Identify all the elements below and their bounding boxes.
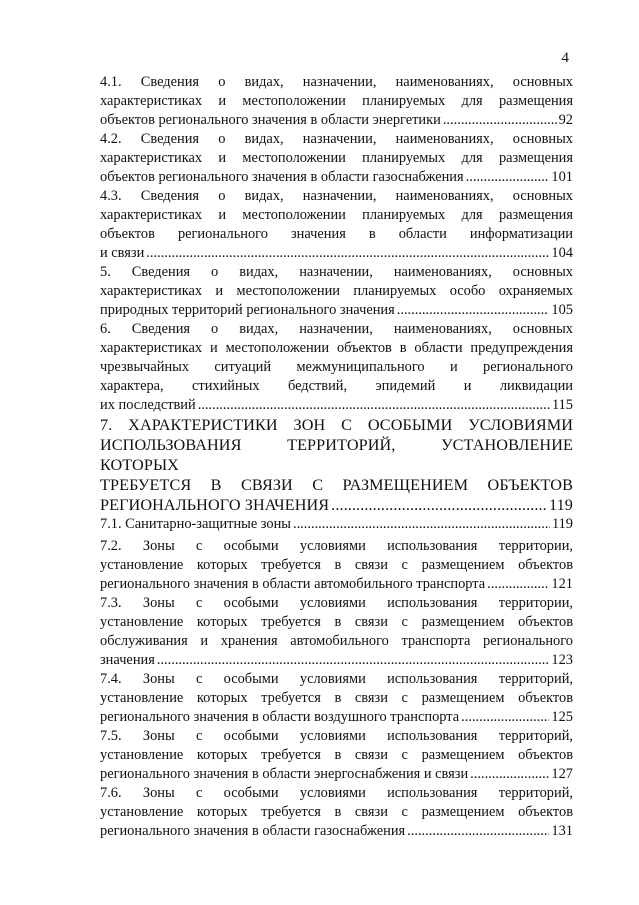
toc-entry-line: характеристиках и местоположении планируемых для размещения (100, 150, 573, 166)
dot-leader (157, 651, 550, 670)
toc-entry[interactable] (100, 415, 573, 515)
toc-entry[interactable] (100, 320, 573, 415)
toc-page-number: 127 (551, 766, 573, 782)
toc-entry-line: установление которых требуется в связи с размещением объектов (100, 557, 573, 573)
toc-entry-line: характеристиках и местоположении планируемых особо охраняемых (100, 283, 573, 299)
toc-entry-line: 4.1. Сведения о видах, назначении, наименованиях, основных (100, 74, 573, 90)
toc-entry-last-line (100, 396, 573, 415)
dot-leader (443, 111, 557, 130)
toc-entry-last-line (100, 244, 573, 263)
toc-entry-title-end: и связи (100, 245, 145, 261)
dot-leader (331, 495, 547, 515)
toc-page-number: 115 (551, 397, 573, 413)
toc-entry-title-end: объектов регионального значения в области газоснабжения (100, 169, 464, 185)
toc-entry-title-end: природных территорий регионального значения (100, 302, 395, 318)
toc-entry-last-line (100, 168, 573, 187)
toc-entry[interactable] (100, 670, 573, 727)
dot-leader (397, 301, 550, 320)
dot-leader (293, 515, 550, 534)
dot-leader (407, 822, 549, 841)
dot-leader (198, 396, 550, 415)
toc-page-number: 125 (551, 709, 573, 725)
toc-entry-line: установление которых требуется в связи с размещением объектов (100, 804, 573, 820)
table-of-contents (100, 73, 573, 841)
toc-entry[interactable] (100, 263, 573, 320)
toc-entry-title-end: регионального значения в области воздушного транспорта (100, 709, 460, 725)
toc-page-number: 119 (549, 496, 573, 514)
dot-leader (146, 244, 549, 263)
toc-entry-line: 4.3. Сведения о видах, назначении, наименованиях, основных (100, 188, 573, 204)
toc-entry-line: 7. ХАРАКТЕРИСТИКИ ЗОН С ОСОБЫМИ УСЛОВИЯМИ (100, 416, 573, 434)
toc-entry-line: характеристиках и местоположении объектов в области предупреждения (100, 340, 573, 356)
toc-entry-line: 5. Сведения о видах, назначении, наименованиях, основных (100, 264, 573, 280)
toc-entry-last-line (100, 765, 573, 784)
toc-entry-last-line (100, 708, 573, 727)
toc-page-number: 104 (551, 245, 573, 261)
toc-entry[interactable] (100, 727, 573, 784)
dot-leader (470, 765, 549, 784)
toc-entry-line: установление которых требуется в связи с размещением объектов (100, 690, 573, 706)
toc-page-number: 119 (551, 516, 573, 532)
toc-entry[interactable] (100, 515, 573, 534)
toc-entry-line: характера, стихийных бедствий, эпидемий и ликвидации (100, 378, 573, 394)
toc-entry-last-line (100, 575, 573, 594)
toc-entry-line: ТРЕБУЕТСЯ В СВЯЗИ С РАЗМЕЩЕНИЕМ ОБЪЕКТОВ (100, 476, 573, 494)
toc-entry-title-end: регионального значения в области автомобильного транспорта (100, 576, 486, 592)
toc-page-number: 105 (551, 302, 573, 318)
toc-entry-line: ИСПОЛЬЗОВАНИЯ ТЕРРИТОРИЙ, УСТАНОВЛЕНИЕ КОТОРЫХ (100, 436, 573, 474)
toc-entry-last-line (100, 651, 573, 670)
toc-entry[interactable] (100, 594, 573, 670)
toc-entry-line: объектов регионального значения в области информатизации (100, 226, 573, 242)
toc-entry[interactable] (100, 130, 573, 187)
toc-page-number: 121 (551, 576, 573, 592)
toc-page-number: 131 (551, 823, 573, 839)
toc-entry-line: установление которых требуется в связи с размещением объектов (100, 614, 573, 630)
dot-leader (461, 708, 549, 727)
toc-entry-last-line (100, 822, 573, 841)
dot-leader (487, 575, 549, 594)
toc-entry[interactable] (100, 537, 573, 594)
toc-entry-line: обслуживания и хранения автомобильного транспорта регионального (100, 633, 573, 649)
toc-entry-last-line (100, 495, 573, 515)
toc-entry-line: характеристиках и местоположении планируемых для размещения (100, 93, 573, 109)
toc-entry[interactable] (100, 187, 573, 263)
toc-entry-line: 7.3. Зоны с особыми условиями использования территории, (100, 595, 573, 611)
toc-entry-last-line (100, 301, 573, 320)
toc-entry-line: 7.2. Зоны с особыми условиями использования территории, (100, 538, 573, 554)
toc-page-number: 92 (558, 112, 573, 128)
toc-entry[interactable] (100, 784, 573, 841)
toc-entry-line: 7.5. Зоны с особыми условиями использования территорий, (100, 728, 573, 744)
page-number: 4 (561, 50, 569, 66)
toc-entry-last-line (100, 515, 573, 534)
toc-entry-title-end: РЕГИОНАЛЬНОГО ЗНАЧЕНИЯ (100, 496, 330, 514)
toc-entry-title-end: 7.1. Санитарно-защитные зоны (100, 516, 291, 532)
toc-entry-title-end: регионального значения в области газоснабжения (100, 823, 406, 839)
toc-entry-line: 7.6. Зоны с особыми условиями использования территорий, (100, 785, 573, 801)
toc-entry-line: установление которых требуется в связи с размещением объектов (100, 747, 573, 763)
toc-entry-line: 7.4. Зоны с особыми условиями использования территорий, (100, 671, 573, 687)
dot-leader (466, 168, 550, 187)
toc-entry-line: характеристиках и местоположении планируемых для размещения (100, 207, 573, 223)
toc-entry-title-end: их последствий (100, 397, 196, 413)
toc-entry-title-end: значения (100, 652, 155, 668)
toc-entry-line: чрезвычайных ситуаций межмуниципального и регионального (100, 359, 573, 375)
toc-entry[interactable] (100, 73, 573, 130)
toc-entry-title-end: регионального значения в области энергоснабжения и связи (100, 766, 469, 782)
toc-entry-title-end: объектов регионального значения в области энергетики (100, 112, 441, 128)
toc-entry-line: 6. Сведения о видах, назначении, наименованиях, основных (100, 321, 573, 337)
toc-entry-last-line (100, 111, 573, 130)
toc-entry-line: 4.2. Сведения о видах, назначении, наименованиях, основных (100, 131, 573, 147)
toc-page-number: 123 (551, 652, 573, 668)
toc-page-number: 101 (551, 169, 573, 185)
